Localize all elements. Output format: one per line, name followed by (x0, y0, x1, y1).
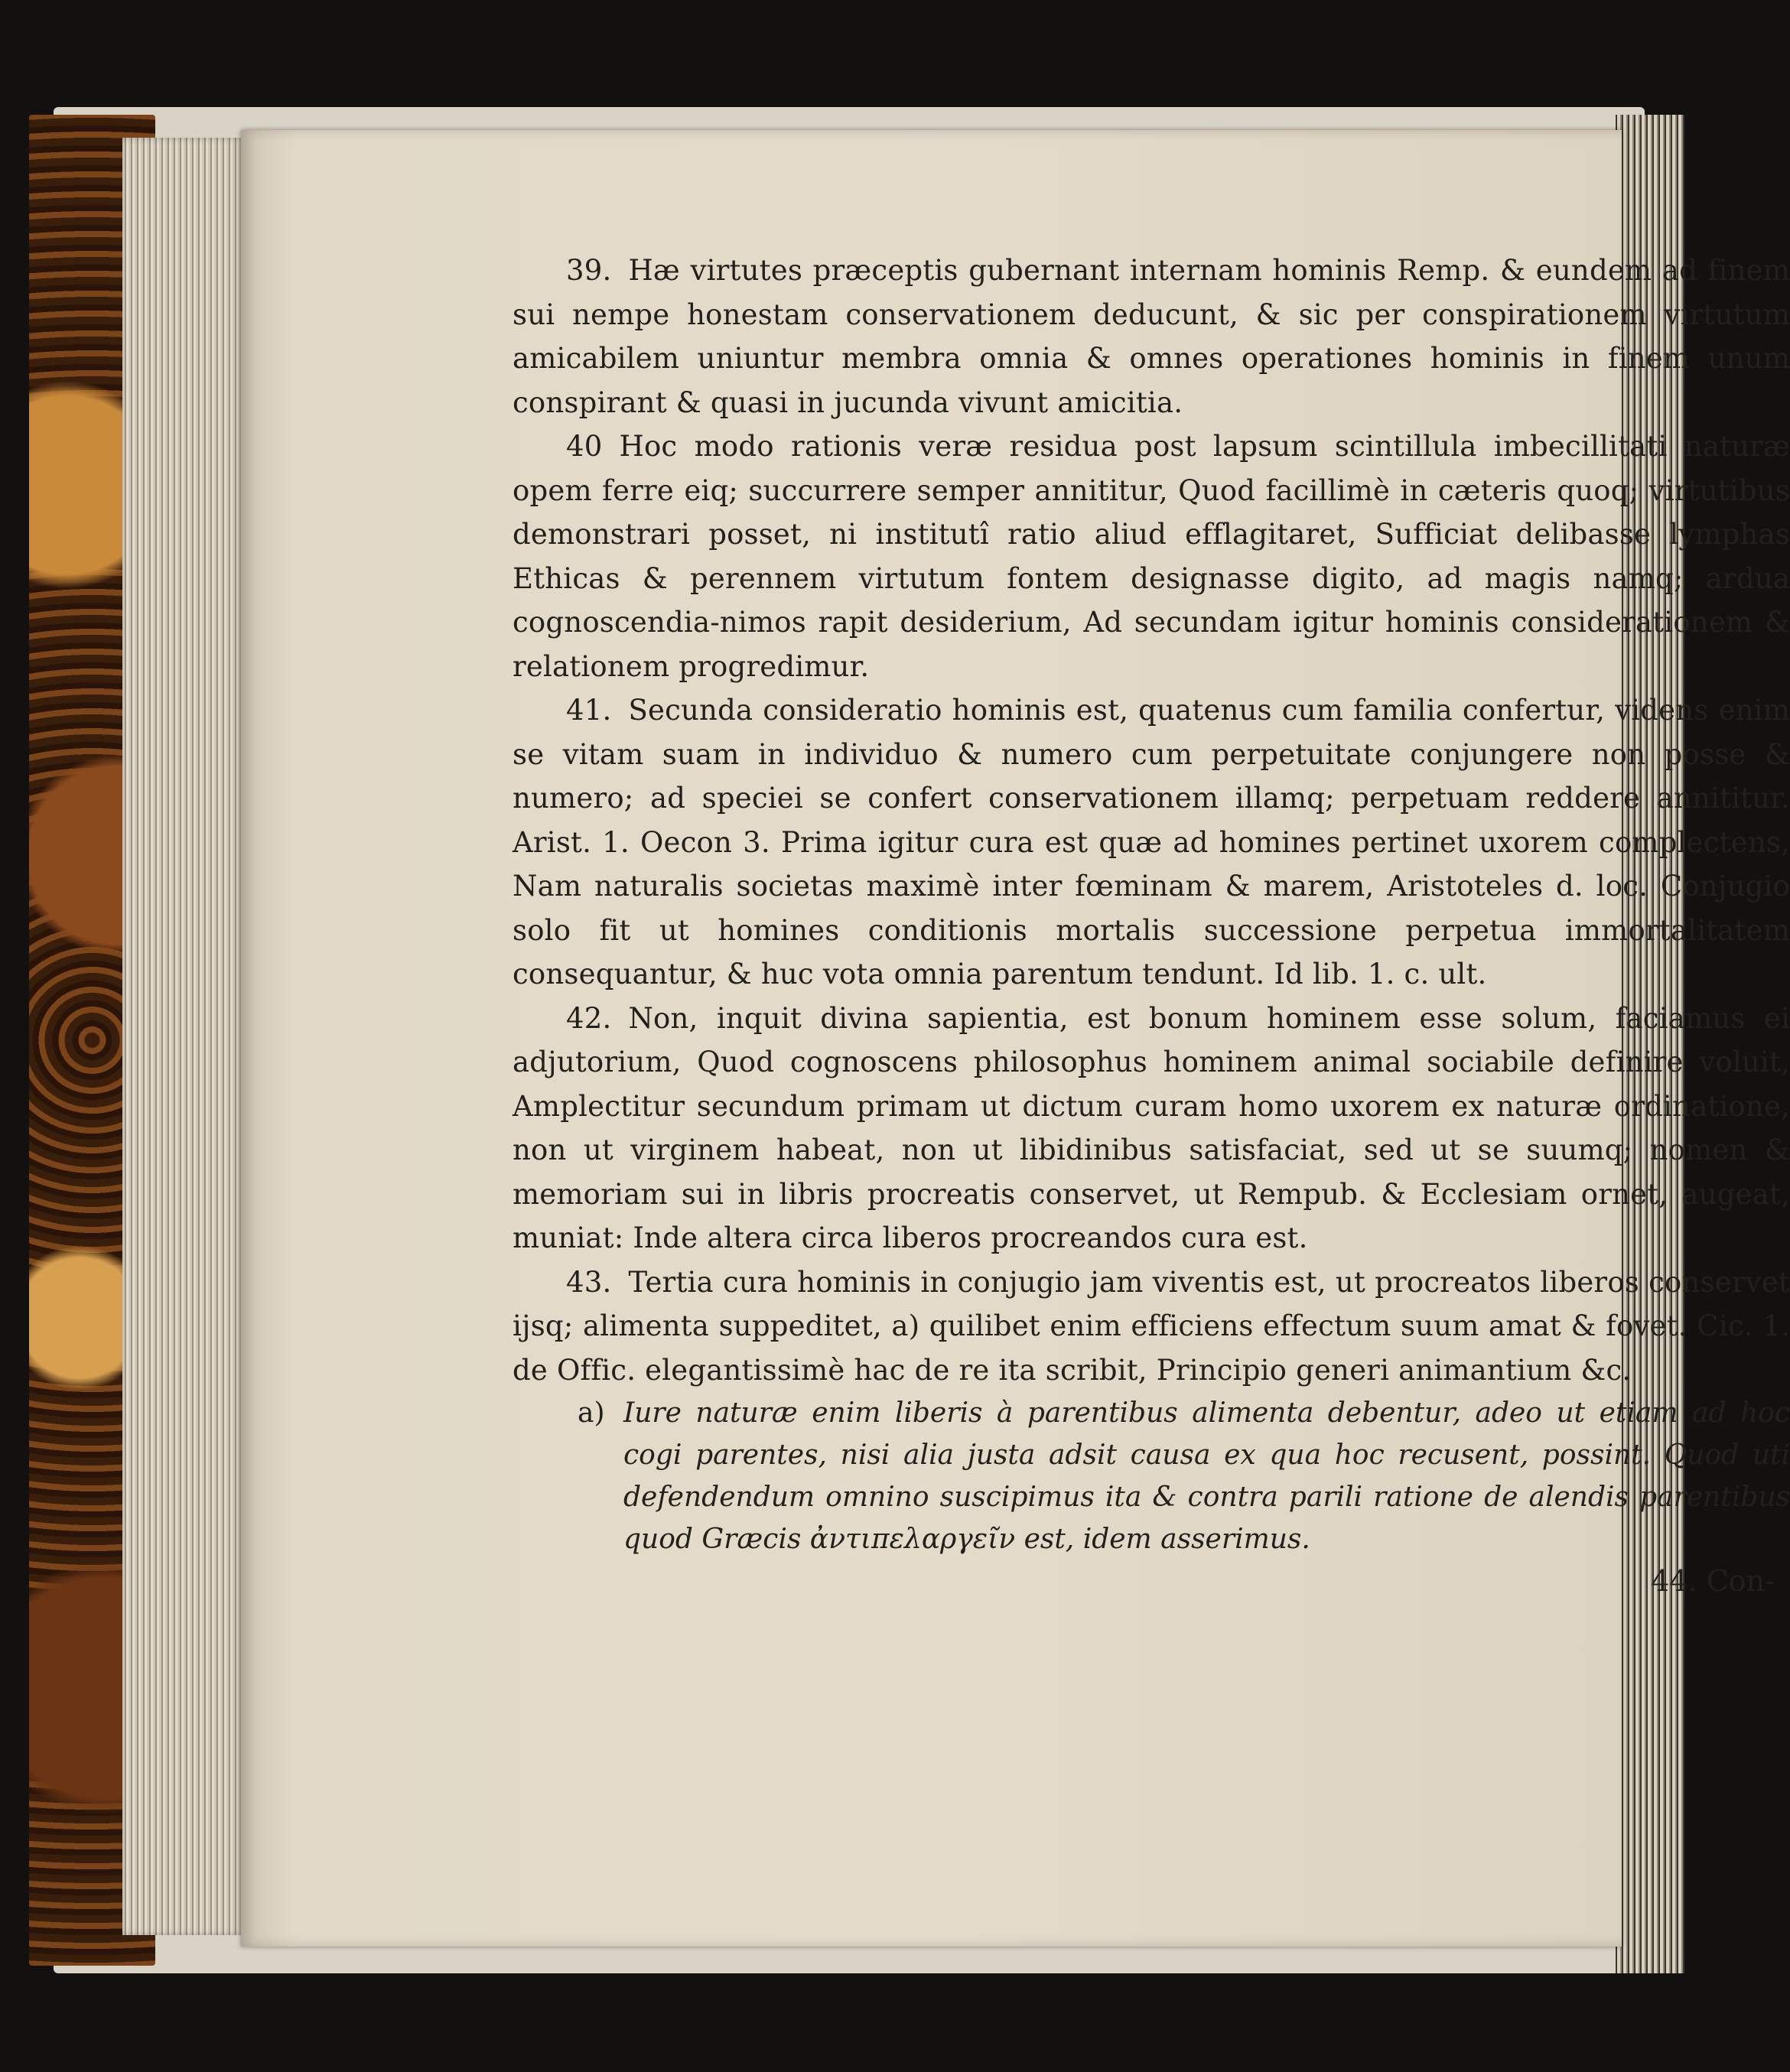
footnote-mark: a) (578, 1397, 605, 1429)
paragraph-number: 40 (566, 430, 603, 463)
footnote-text: Iure naturæ enim liberis à parentibus alimenta debentur, adeo ut etiam ad hoc cogi parentes, nisi alia justa adsit causa ex qua hoc recusent, possint. Quod uti defendendum omnino suscipimus ita & contra parili ratione de alendis parentibus quod Græcis ἀντιπελαργεῖν est, idem asserimus. (623, 1397, 1790, 1555)
paragraph-number: 39. (566, 254, 612, 287)
footnote-a (578, 1392, 1790, 1560)
paragraph-text: Non, inquit divina sapientia, est bonum hominem esse solum, faciamus ei adjutorium, Quod cognoscens philosophus hominem animal sociabile definire voluit, Amplectitur secundum primam ut dictum curam homo uxorem ex naturæ ordinatione, non ut virginem habeat, non ut libidinibus satisfaciat, sed ut se suumq; nomen & memoriam sui in libris procreatis conservet, ut Rempub. & Ecclesiam ornet, augeat, muniat: Inde altera circa liberos procreandos cura est. (513, 1001, 1790, 1254)
paragraph-text: Secunda consideratio hominis est, quatenus cum familia confertur, videns enim se vitam suam in individuo & numero cum perpetuitate conjungere non posse & numero; ad speciei se confert conservationem illamq; perpetuam reddere annititur. Arist. 1. Oecon 3. Prima igitur cura est quæ ad homines pertinet uxorem complectens, Nam naturalis societas maximè inter fœminam & marem, Aristoteles d. loc. Conjugio solo fit ut homines conditionis mortalis successione perpetua immortalitatem consequantur, & huc vota omnia parentum tendunt. Id lib. 1. c. ult. (513, 694, 1790, 990)
paragraph-text: Tertia cura hominis in conjugio jam viventis est, ut procreatos liberos conservet ijsq; alimenta suppeditet, a) quilibet enim efficiens effectum suum amat & fovet. Cic. 1. de Offic. elegantissimè hac de re ita scribit, Principio generi animantium &c. (513, 1265, 1790, 1387)
paragraph-40 (513, 424, 1790, 688)
paragraph-number: 42. (566, 1001, 612, 1035)
paragraph-39 (513, 249, 1790, 424)
paragraph-text: Hæ virtutes præceptis gubernant internam hominis Remp. & eundem ad finem sui nempe honestam conservationem deducunt, & sic per conspirationem virtutum amicabilem uniuntur membra omnia & omnes operationes hominis in finem unum conspirant & quasi in jucunda vivunt amicitia. (513, 254, 1790, 419)
paragraph-text: Hoc modo rationis veræ residua post lapsum scintillula imbecillitati naturæ opem ferre eiq; succurrere semper annititur, Quod facillimè in cæteris quoq; virtutibus demonstrari posset, ni institutî ratio aliud efflagitaret, Sufficiat delibasse lymphas Ethicas & perennem virtutum fontem designasse digito, ad magis namq; ardua cognoscendia-nimos rapit desiderium, Ad secundam igitur hominis considerationem & relationem progredimur. (513, 430, 1790, 683)
paragraph-number: 43. (566, 1265, 612, 1299)
paragraph-42 (513, 997, 1790, 1260)
paragraph-43 (513, 1260, 1790, 1393)
catchword: 44. Con- (1651, 1564, 1775, 1598)
page-text-block (513, 249, 1790, 1602)
paragraph-41 (513, 688, 1790, 997)
book-page (241, 130, 1790, 1947)
page-stack-edges (122, 138, 245, 1935)
paragraph-number: 41. (566, 694, 612, 727)
